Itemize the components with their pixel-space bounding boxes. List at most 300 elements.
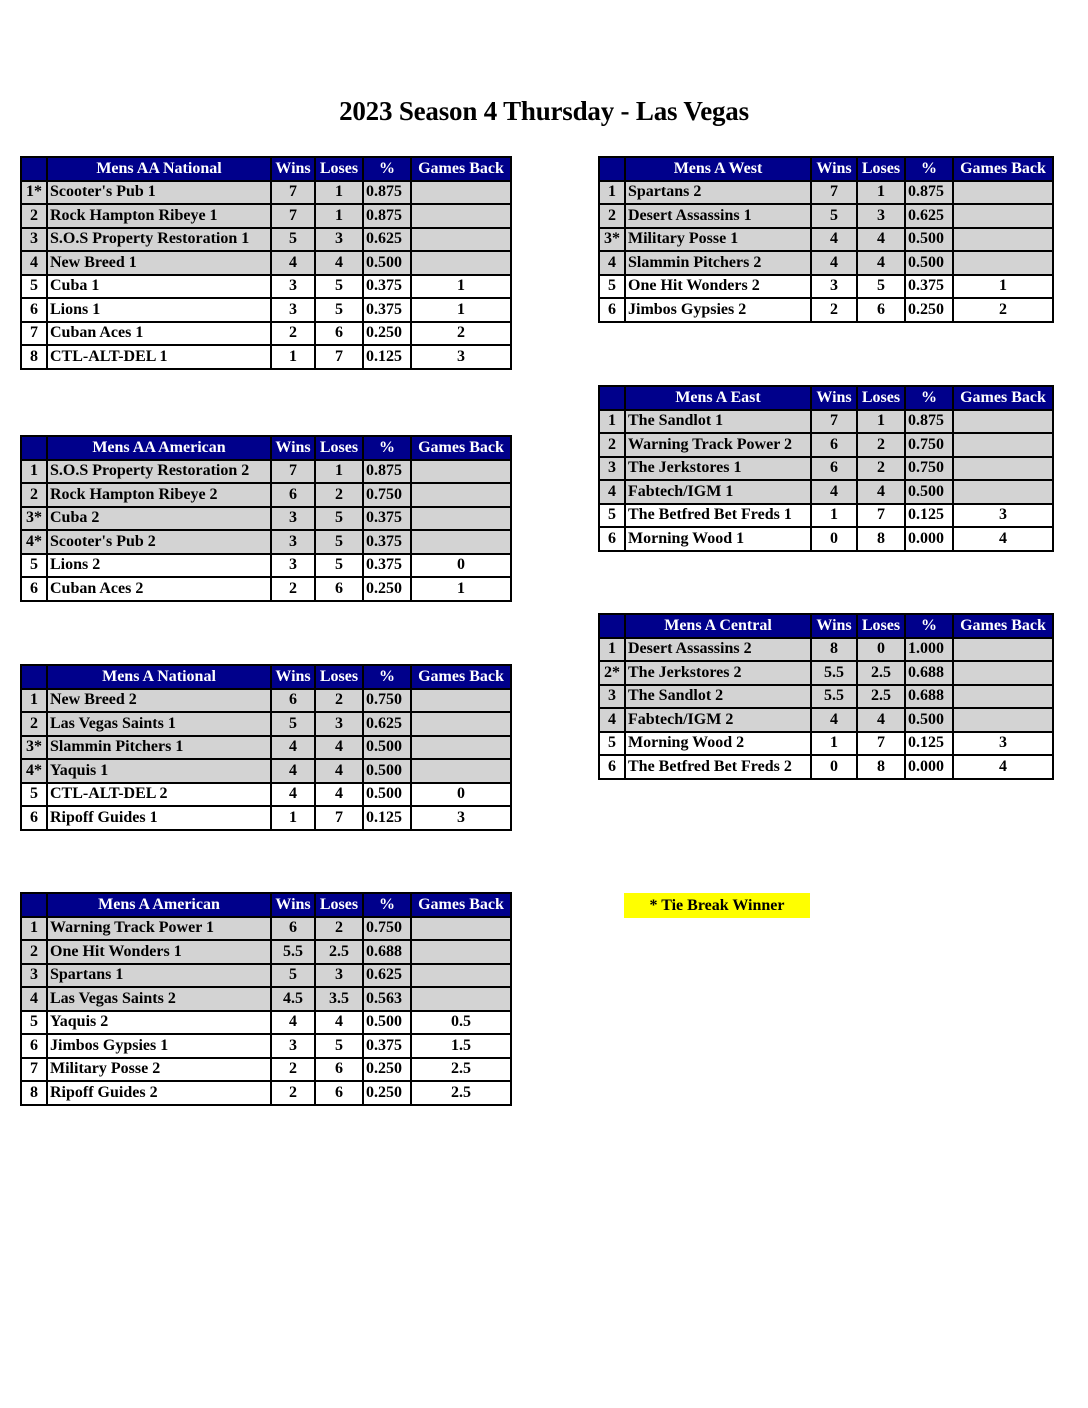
team-cell: Desert Assassins 2: [625, 638, 811, 662]
table-row: [599, 504, 1053, 528]
loses-cell: 6: [315, 1058, 363, 1082]
header-row: [21, 436, 511, 460]
team-cell: Yaquis 1: [47, 759, 271, 783]
team-cell: S.O.S Property Restoration 2: [47, 460, 271, 484]
pct-header: %: [905, 614, 953, 638]
table-row: [599, 685, 1053, 709]
loses-cell: 4: [315, 1011, 363, 1035]
pct-cell: 0.750: [905, 433, 953, 457]
games-back-cell: [953, 661, 1053, 685]
pct-cell: 0.500: [363, 759, 411, 783]
loses-cell: 4: [315, 251, 363, 275]
wins-cell: 4: [811, 228, 857, 252]
rank-cell: 6: [21, 806, 47, 830]
rank-cell: 4: [21, 987, 47, 1011]
wins-cell: 5.5: [811, 661, 857, 685]
games-back-cell: [953, 251, 1053, 275]
rank-cell: 5: [599, 732, 625, 756]
rank-cell: 6: [21, 577, 47, 601]
table-row: [599, 204, 1053, 228]
rank-cell: 3: [21, 964, 47, 988]
team-cell: Las Vegas Saints 2: [47, 987, 271, 1011]
games-back-cell: [953, 708, 1053, 732]
table-row: [21, 1034, 511, 1058]
loses-cell: 8: [857, 527, 905, 551]
team-cell: Spartans 1: [47, 964, 271, 988]
pct-cell: 0.875: [363, 460, 411, 484]
rank-cell: 2*: [599, 661, 625, 685]
pct-cell: 0.500: [363, 1011, 411, 1035]
wins-cell: 4: [271, 759, 315, 783]
wins-cell: 1: [811, 732, 857, 756]
rank-cell: 6: [21, 1034, 47, 1058]
rank-cell: 4*: [21, 759, 47, 783]
rank-cell: 5: [599, 275, 625, 299]
loses-cell: 4: [857, 228, 905, 252]
rank-cell: 1: [21, 689, 47, 713]
table-row: [21, 940, 511, 964]
pct-header: %: [905, 386, 953, 410]
division-table-mens-a-american: [20, 892, 512, 1106]
rank-header: [21, 436, 47, 460]
games-back-header: Games Back: [411, 665, 511, 689]
pct-cell: 0.375: [363, 298, 411, 322]
pct-cell: 0.875: [363, 204, 411, 228]
team-cell: CTL-ALT-DEL 1: [47, 345, 271, 369]
wins-cell: 5: [271, 964, 315, 988]
games-back-cell: 1.5: [411, 1034, 511, 1058]
loses-cell: 5: [315, 1034, 363, 1058]
rank-cell: 6: [599, 298, 625, 322]
pct-cell: 0.875: [905, 181, 953, 205]
table-row: [21, 577, 511, 601]
games-back-cell: 1: [411, 577, 511, 601]
loses-header: Loses: [315, 157, 363, 181]
loses-cell: 5: [315, 530, 363, 554]
wins-cell: 3: [271, 530, 315, 554]
loses-cell: 7: [315, 345, 363, 369]
wins-cell: 6: [271, 917, 315, 941]
pct-cell: 0.750: [363, 689, 411, 713]
pct-cell: 0.250: [363, 577, 411, 601]
loses-cell: 4: [857, 251, 905, 275]
team-cell: Slammin Pitchers 1: [47, 736, 271, 760]
games-back-cell: [411, 917, 511, 941]
wins-cell: 4: [271, 1011, 315, 1035]
table-row: [21, 917, 511, 941]
table-row: [21, 275, 511, 299]
table-row: [21, 298, 511, 322]
wins-cell: 5: [271, 712, 315, 736]
rank-cell: 2: [599, 204, 625, 228]
rank-cell: 3: [21, 228, 47, 252]
games-back-cell: [953, 433, 1053, 457]
rank-cell: 4: [599, 480, 625, 504]
table-row: [599, 228, 1053, 252]
pct-cell: 0.375: [363, 1034, 411, 1058]
games-back-cell: [411, 460, 511, 484]
loses-cell: 2: [315, 483, 363, 507]
wins-cell: 6: [271, 483, 315, 507]
games-back-cell: 3: [953, 732, 1053, 756]
team-cell: One Hit Wonders 2: [625, 275, 811, 299]
rank-cell: 2: [21, 204, 47, 228]
wins-cell: 2: [271, 1081, 315, 1105]
table-row: [21, 181, 511, 205]
pct-cell: 0.250: [363, 1081, 411, 1105]
wins-cell: 4.5: [271, 987, 315, 1011]
loses-cell: 1: [857, 181, 905, 205]
rank-cell: 3*: [21, 736, 47, 760]
table-row: [21, 1081, 511, 1105]
games-back-cell: 3: [411, 806, 511, 830]
rank-cell: 8: [21, 1081, 47, 1105]
wins-cell: 4: [811, 251, 857, 275]
wins-header: Wins: [811, 157, 857, 181]
pct-header: %: [905, 157, 953, 181]
table-row: [21, 712, 511, 736]
team-cell: Morning Wood 2: [625, 732, 811, 756]
table-row: [21, 987, 511, 1011]
games-back-cell: 2: [953, 298, 1053, 322]
games-back-cell: 0: [411, 554, 511, 578]
wins-cell: 5.5: [811, 685, 857, 709]
games-back-cell: [411, 689, 511, 713]
games-back-cell: 3: [953, 504, 1053, 528]
table-row: [21, 689, 511, 713]
team-cell: New Breed 1: [47, 251, 271, 275]
table-row: [21, 554, 511, 578]
rank-cell: 3: [599, 457, 625, 481]
loses-cell: 2: [857, 457, 905, 481]
table-row: [21, 1058, 511, 1082]
pct-header: %: [363, 157, 411, 181]
loses-header: Loses: [315, 665, 363, 689]
loses-cell: 3: [315, 964, 363, 988]
pct-cell: 0.125: [905, 732, 953, 756]
wins-cell: 7: [271, 181, 315, 205]
table-row: [21, 460, 511, 484]
rank-cell: 4: [21, 251, 47, 275]
wins-cell: 2: [271, 322, 315, 346]
team-cell: Las Vegas Saints 1: [47, 712, 271, 736]
games-back-header: Games Back: [411, 893, 511, 917]
loses-header: Loses: [857, 614, 905, 638]
table-row: [599, 251, 1053, 275]
games-back-cell: 4: [953, 755, 1053, 779]
team-cell: CTL-ALT-DEL 2: [47, 783, 271, 807]
games-back-cell: [953, 410, 1053, 434]
wins-cell: 0: [811, 755, 857, 779]
team-cell: Ripoff Guides 2: [47, 1081, 271, 1105]
division-name: Mens A American: [47, 893, 271, 917]
wins-cell: 0: [811, 527, 857, 551]
rank-cell: 2: [21, 483, 47, 507]
games-back-cell: [953, 480, 1053, 504]
division-table-mens-a-national: [20, 664, 512, 831]
team-cell: Rock Hampton Ribeye 1: [47, 204, 271, 228]
pct-cell: 0.750: [905, 457, 953, 481]
wins-cell: 5: [811, 204, 857, 228]
division-name: Mens A West: [625, 157, 811, 181]
team-cell: Fabtech/IGM 2: [625, 708, 811, 732]
loses-cell: 6: [857, 298, 905, 322]
loses-cell: 5: [315, 298, 363, 322]
table-row: [21, 759, 511, 783]
division-table-mens-aa-national: [20, 156, 512, 370]
rank-cell: 2: [21, 940, 47, 964]
division-name: Mens A Central: [625, 614, 811, 638]
pct-cell: 0.625: [363, 228, 411, 252]
loses-cell: 2: [315, 917, 363, 941]
pct-cell: 0.000: [905, 527, 953, 551]
rank-cell: 3: [599, 685, 625, 709]
games-back-cell: 2.5: [411, 1058, 511, 1082]
pct-cell: 0.750: [363, 917, 411, 941]
games-back-cell: [411, 483, 511, 507]
games-back-cell: 0.5: [411, 1011, 511, 1035]
wins-cell: 3: [271, 298, 315, 322]
team-cell: Jimbos Gypsies 1: [47, 1034, 271, 1058]
division-name: Mens AA American: [47, 436, 271, 460]
loses-cell: 5: [315, 507, 363, 531]
table-row: [21, 507, 511, 531]
wins-cell: 4: [271, 251, 315, 275]
loses-header: Loses: [857, 386, 905, 410]
games-back-header: Games Back: [953, 386, 1053, 410]
wins-cell: 2: [811, 298, 857, 322]
rank-cell: 5: [21, 275, 47, 299]
wins-cell: 4: [271, 783, 315, 807]
pct-cell: 0.500: [363, 783, 411, 807]
loses-cell: 2.5: [857, 661, 905, 685]
table-row: [599, 480, 1053, 504]
table-row: [599, 410, 1053, 434]
pct-cell: 0.688: [905, 661, 953, 685]
games-back-cell: [411, 530, 511, 554]
wins-cell: 7: [271, 204, 315, 228]
loses-cell: 7: [315, 806, 363, 830]
team-cell: Lions 2: [47, 554, 271, 578]
wins-cell: 7: [811, 181, 857, 205]
team-cell: The Jerkstores 1: [625, 457, 811, 481]
header-row: [599, 614, 1053, 638]
loses-cell: 3: [315, 712, 363, 736]
pct-cell: 0.625: [363, 964, 411, 988]
loses-cell: 8: [857, 755, 905, 779]
wins-cell: 3: [811, 275, 857, 299]
loses-cell: 6: [315, 577, 363, 601]
rank-cell: 6: [21, 298, 47, 322]
pct-cell: 0.500: [905, 228, 953, 252]
table-row: [21, 483, 511, 507]
loses-cell: 2.5: [315, 940, 363, 964]
rank-cell: 4: [599, 708, 625, 732]
games-back-cell: [411, 181, 511, 205]
team-cell: Slammin Pitchers 2: [625, 251, 811, 275]
table-row: [21, 228, 511, 252]
loses-cell: 2: [857, 433, 905, 457]
table-row: [599, 181, 1053, 205]
team-cell: Military Posse 1: [625, 228, 811, 252]
rank-header: [599, 614, 625, 638]
wins-cell: 3: [271, 554, 315, 578]
rank-cell: 6: [599, 527, 625, 551]
team-cell: Ripoff Guides 1: [47, 806, 271, 830]
rank-header: [21, 893, 47, 917]
pct-cell: 0.375: [905, 275, 953, 299]
team-cell: Jimbos Gypsies 2: [625, 298, 811, 322]
games-back-cell: 1: [411, 275, 511, 299]
team-cell: One Hit Wonders 1: [47, 940, 271, 964]
wins-header: Wins: [271, 436, 315, 460]
wins-cell: 3: [271, 275, 315, 299]
table-row: [21, 1011, 511, 1035]
pct-cell: 0.563: [363, 987, 411, 1011]
pct-header: %: [363, 436, 411, 460]
rank-cell: 3*: [599, 228, 625, 252]
team-cell: Cuban Aces 2: [47, 577, 271, 601]
games-back-header: Games Back: [411, 157, 511, 181]
header-row: [21, 893, 511, 917]
table-row: [599, 708, 1053, 732]
wins-header: Wins: [811, 386, 857, 410]
rank-cell: 2: [21, 712, 47, 736]
team-cell: Warning Track Power 2: [625, 433, 811, 457]
pct-cell: 0.000: [905, 755, 953, 779]
pct-header: %: [363, 665, 411, 689]
pct-cell: 0.500: [905, 708, 953, 732]
team-cell: The Betfred Bet Freds 2: [625, 755, 811, 779]
team-cell: S.O.S Property Restoration 1: [47, 228, 271, 252]
games-back-cell: [411, 759, 511, 783]
pct-cell: 0.875: [905, 410, 953, 434]
table-row: [21, 783, 511, 807]
table-row: [599, 275, 1053, 299]
pct-cell: 0.250: [363, 322, 411, 346]
games-back-cell: [411, 228, 511, 252]
rank-cell: 4: [599, 251, 625, 275]
table-row: [599, 298, 1053, 322]
team-cell: Lions 1: [47, 298, 271, 322]
loses-cell: 1: [857, 410, 905, 434]
table-row: [21, 345, 511, 369]
wins-cell: 2: [271, 1058, 315, 1082]
games-back-cell: 4: [953, 527, 1053, 551]
division-name: Mens A East: [625, 386, 811, 410]
games-back-cell: [953, 204, 1053, 228]
wins-cell: 6: [811, 433, 857, 457]
loses-cell: 4: [315, 783, 363, 807]
wins-cell: 4: [811, 480, 857, 504]
rank-cell: 5: [599, 504, 625, 528]
loses-cell: 3: [315, 228, 363, 252]
rank-header: [21, 157, 47, 181]
team-cell: Cuba 2: [47, 507, 271, 531]
rank-cell: 1: [599, 638, 625, 662]
table-row: [599, 755, 1053, 779]
games-back-cell: [411, 736, 511, 760]
wins-cell: 5.5: [271, 940, 315, 964]
wins-header: Wins: [271, 665, 315, 689]
rank-cell: 7: [21, 322, 47, 346]
games-back-cell: 1: [411, 298, 511, 322]
table-row: [599, 527, 1053, 551]
wins-cell: 4: [271, 736, 315, 760]
games-back-cell: 2.5: [411, 1081, 511, 1105]
division-table-mens-aa-american: [20, 435, 512, 602]
games-back-cell: [411, 940, 511, 964]
loses-cell: 4: [857, 708, 905, 732]
rank-cell: 1: [21, 917, 47, 941]
team-cell: Yaquis 2: [47, 1011, 271, 1035]
pct-cell: 0.250: [363, 1058, 411, 1082]
pct-cell: 0.750: [363, 483, 411, 507]
table-row: [21, 204, 511, 228]
table-row: [599, 732, 1053, 756]
rank-header: [599, 386, 625, 410]
rank-cell: 1: [21, 460, 47, 484]
pct-cell: 0.125: [905, 504, 953, 528]
wins-cell: 7: [271, 460, 315, 484]
division-name: Mens A National: [47, 665, 271, 689]
games-back-cell: [411, 507, 511, 531]
wins-header: Wins: [811, 614, 857, 638]
header-row: [21, 665, 511, 689]
loses-cell: 1: [315, 204, 363, 228]
wins-cell: 2: [271, 577, 315, 601]
table-row: [21, 530, 511, 554]
rank-cell: 1: [599, 181, 625, 205]
rank-cell: 7: [21, 1058, 47, 1082]
tie-break-legend: * Tie Break Winner: [624, 893, 810, 918]
wins-cell: 6: [271, 689, 315, 713]
games-back-header: Games Back: [953, 157, 1053, 181]
team-cell: Scooter's Pub 2: [47, 530, 271, 554]
wins-cell: 1: [271, 806, 315, 830]
pct-cell: 0.250: [905, 298, 953, 322]
loses-header: Loses: [857, 157, 905, 181]
table-row: [599, 638, 1053, 662]
pct-cell: 0.375: [363, 275, 411, 299]
table-row: [21, 806, 511, 830]
division-table-mens-a-central: [598, 613, 1054, 780]
table-row: [21, 322, 511, 346]
rank-cell: 2: [599, 433, 625, 457]
page-title: 2023 Season 4 Thursday - Las Vegas: [339, 96, 749, 126]
loses-cell: 5: [315, 554, 363, 578]
pct-cell: 0.688: [363, 940, 411, 964]
table-row: [21, 736, 511, 760]
pct-cell: 0.375: [363, 530, 411, 554]
team-cell: New Breed 2: [47, 689, 271, 713]
rank-cell: 5: [21, 1011, 47, 1035]
pct-cell: 0.625: [363, 712, 411, 736]
rank-cell: 1: [599, 410, 625, 434]
wins-header: Wins: [271, 157, 315, 181]
wins-cell: 4: [811, 708, 857, 732]
games-back-cell: [953, 181, 1053, 205]
team-cell: Spartans 2: [625, 181, 811, 205]
pct-cell: 0.500: [363, 251, 411, 275]
pct-cell: 0.125: [363, 806, 411, 830]
games-back-cell: 1: [953, 275, 1053, 299]
division-table-mens-a-west: [598, 156, 1054, 323]
pct-cell: 0.375: [363, 507, 411, 531]
rank-cell: 1*: [21, 181, 47, 205]
loses-cell: 3.5: [315, 987, 363, 1011]
team-cell: Cuban Aces 1: [47, 322, 271, 346]
